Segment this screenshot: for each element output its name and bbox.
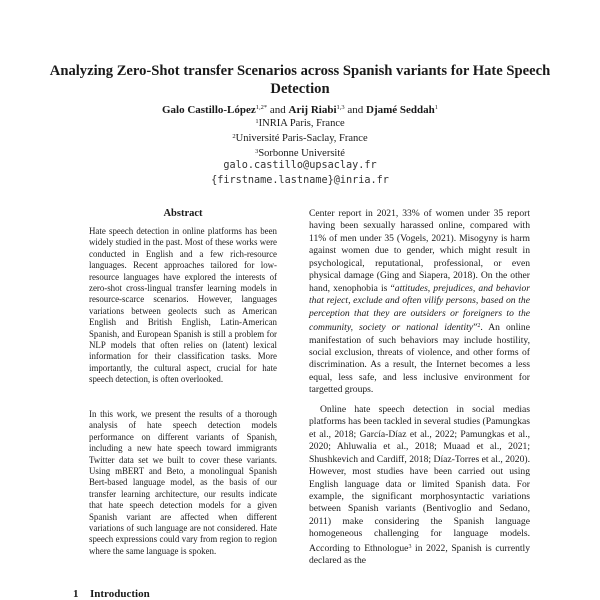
affiliation-text: Université Paris-Saclay, France: [235, 133, 368, 144]
abstract-text: In this work, we present the results of a thorough analysis of hate speech detection models performance on different variants of Spanish, including a new hate speech toward immigrants Twitter data set we built to cover these variants. Using mBERT and Beto, a monolingual Spanish Bert-based language model, as the basis of our transfer learning architecture, our results indicate that hate speech detection models for a given Spanish variant are affected when different variations of such language are not considered. Hate speech expressions could vary from region to region where the same language is spoken.: [89, 409, 277, 556]
body-text: ”: [473, 322, 478, 334]
section-heading: [73, 588, 150, 600]
footnote-marker: 3: [408, 543, 412, 550]
body-text: in 2022, Spanish is currently declared as the: [309, 542, 531, 567]
abstract-text: Hate speech detection in online platforms has been widely studied in the past. Most of these works were conducted in English and a few rich-resource languages. Recent approaches tailored for low-resource languages have explored the interests of zero-shot cross-lingual transfer learning models in resource-scarce scenarios. However, languages variations between geolects such as American English and British English, Latin-American Spanish, and European Spanish is still a problem for NLP models that often relies on (latent) lexical information for their classification tasks. More importantly, the cultural aspect, crucial for hate speech detection, is often overlooked.: [89, 226, 277, 385]
abstract-heading: Abstract: [163, 208, 203, 219]
body-quote: attitudes, prejudices, and behavior that reject, exclude and often vilify persons, based on the perception that they are outsiders or foreigners to the community, society or national identity: [309, 282, 530, 334]
paper-title: Analyzing Zero-Shot transfer Scenarios across Spanish variants for Hate Speech Detection: [49, 63, 551, 97]
email-address: galo.castillo@upsaclay.fr: [223, 160, 377, 171]
affiliation-marker: 1: [255, 118, 259, 125]
author-name: Galo Castillo-López: [161, 104, 256, 116]
body-paragraph: [309, 404, 530, 568]
author-name: Djamé Seddah: [366, 104, 435, 116]
body-text: Center report in 2021, 33% of women under 35 report having been sexually harassed online, compared with 11% of men under 35 (Vogels, 2021). Misogyny is harm against women due to gender, which might result in psychological, reputational, professional, or even physical damage (Ging and Siapera, 2018). On the other hand, xenophobia is “: [309, 208, 530, 294]
affiliation: [40, 146, 560, 160]
body-text: Online hate speech detection in social medias platforms has been tackled in several studies (Pamungkas et al., 2018; García-Díaz et al., 2022; Pamungkas et al., 2020; Ahluwalia et al., 2018; Muaad et al., 2021; Shushkevich and Cardiff, 2018; Díaz-Torres et al., 2020). However, most studies have been carried out using English language data or limited Spanish data. For example, the significant morphosyntactic variations between Spanish variants (Bentivoglio and Sedano, 2011) make considering the Spanish language homogeneous challenging for language models. According to Ethnologue: [309, 403, 530, 554]
abstract-paragraph: [89, 226, 277, 386]
body-column-right: [309, 208, 530, 568]
footnote-marker: 2: [477, 323, 481, 330]
author-separator: and: [347, 104, 364, 116]
affiliation-text: INRIA Paris, France: [258, 118, 345, 129]
author-affil-marker: 1,2*: [255, 104, 268, 111]
affiliation: [40, 116, 560, 130]
author-separator: and: [269, 104, 286, 116]
author-affil-marker: 1: [434, 104, 439, 111]
author-affil-marker: 1,3: [336, 104, 345, 111]
affiliation-marker: 2: [232, 133, 236, 140]
affiliation-text: Sorbonne Université: [258, 148, 345, 159]
author-name: Arij Riabi: [288, 104, 337, 116]
section-number: 1: [73, 588, 79, 600]
section-title: Introduction: [90, 588, 150, 600]
email-address: {firstname.lastname}@inria.fr: [211, 175, 389, 186]
body-text: . An online manifestation of such behaviors may include hostility, social exclusion, threats of violence, and other forms of discrimination. As a result, the Internet becomes a less equal, less safe, and less inclusive environment for targetted groups.: [309, 322, 530, 396]
affiliation: [40, 131, 560, 145]
body-paragraph: [309, 208, 530, 397]
abstract-paragraph: [89, 409, 277, 557]
author-list: [40, 101, 560, 117]
affiliation-marker: 3: [255, 148, 259, 155]
